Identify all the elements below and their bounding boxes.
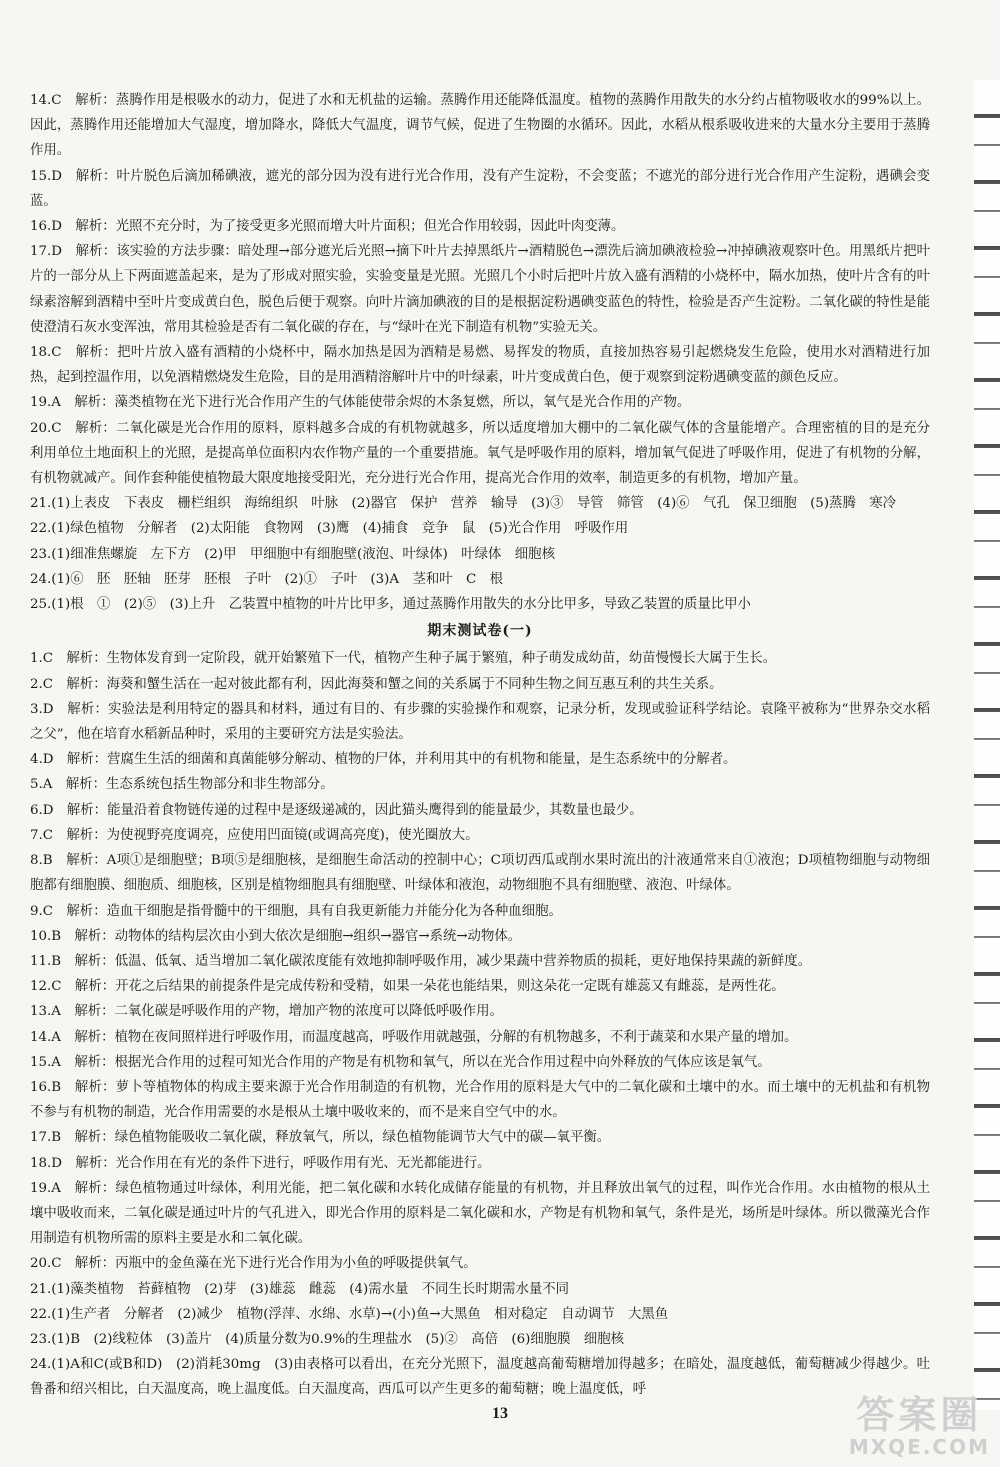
answer-entry: 24.(1)⑥ 胚 胚轴 胚芽 胚根 子叶 (2)① 子叶 (3)A 茎和叶 C 根 (30, 571, 504, 587)
answer-entry: 5.A 解析：生态系统包括生物部分和非生物部分。 (30, 777, 334, 793)
answer-entry: 8.B 解析：A项①是细胞壁；B项⑤是细胞核，是细胞生命活动的控制中心；C项切西瓜或削水果时流出的汁液通常来自①液泡；D项植物细胞与动物细胞都有细胞膜、细胞质、细胞核，区别是植物细胞具有细胞壁、叶绿体和液泡，动物细胞不具有细胞壁、液泡、叶绿体。 (30, 853, 930, 894)
answer-entry: 11.B 解析：低温、低氧、适当增加二氧化碳浓度能有效地抑制呼吸作用，减少果蔬中营养物质的损耗，更好地保持果蔬的新鲜度。 (30, 953, 812, 969)
answer-page (30, 88, 930, 1403)
answer-entry: 25.(1)根 ① (2)⑤ (3)上升 乙装置中植物的叶片比甲多，通过蒸腾作用散失的水分比甲多，导致乙装置的质量比甲小 (30, 597, 751, 613)
answer-entry: 7.C 解析：为使视野亮度调亮，应使用凹面镜(或调高亮度)，使光圈放大。 (30, 827, 479, 843)
answer-entry: 16.B 解析：萝卜等植物体的构成主要来源于光合作用制造的有机物，光合作用的原料是大气中的二氧化碳和土壤中的水。而土壤中的无机盐和有机物不参与有机物的制造，光合作用需要的水是根从土壤中吸收来的，而不是来自空气中的水。 (30, 1079, 930, 1121)
answer-entry: 20.C 解析：二氧化碳是光合作用的原料，原料越多合成的有机物就越多，所以适度增加大棚中的二氧化碳气体的含量能增产。合理密植的目的是充分利用单位土地面积上的光照，是提高单位面积内农作物产量的一个重要措施。氧气是呼吸作用的原料，增加氧气促进了呼吸作用，促进了有机物的分解，有机物就减产。间作套种能使植物最大限度地接受阳光，充分进行光合作用，提高光合作用的效率，制造更多的有机物，增加产量。 (30, 420, 930, 487)
answer-entry: 17.D 解析：该实验的方法步骤：暗处理→部分遮光后光照→摘下叶片去掉黑纸片→酒精脱色→漂洗后滴加碘液检验→冲掉碘液观察叶色。用黑纸片把叶片的一部分从上下两面遮盖起来，是为了形成对照实验，实验变量是光照。光照几个小时后把叶片放入盛有酒精的小烧杯中，隔水加热，使叶片含有的叶绿素溶解到酒精中至叶片变成黄白色，脱色后便于观察。向叶片滴加碘液的目的是根据淀粉遇碘变蓝色的特性，检验是否产生淀粉。二氧化碳的特性是能使澄清石灰水变浑浊，常用其检验是否有二氧化碳的存在，与“绿叶在光下制造有机物”实验无关。 (30, 244, 930, 335)
answer-entry: 6.D 解析：能量沿着食物链传递的过程中是逐级递减的，因此猫头鹰得到的能量最少，其数量也最少。 (30, 802, 643, 818)
answer-entry: 12.C 解析：开花之后结果的前提条件是完成传粉和受精，如果一朵花也能结果，则这朵花一定既有雄蕊又有雌蕊，是两性花。 (30, 979, 785, 995)
answer-entry: 22.(1)绿色植物 分解者 (2)太阳能 食物网 (3)鹰 (4)捕食 竞争 鼠 (5)光合作用 呼吸作用 (30, 521, 629, 537)
answer-entry: 16.D 解析：光照不充分时，为了接受更多光照而增大叶片面积；但光合作用较弱，因此叶肉变薄。 (30, 219, 625, 235)
answer-entry: 9.C 解析：造血干细胞是指骨髓中的干细胞，具有自我更新能力并能分化为各种血细胞。 (30, 903, 562, 919)
answer-entry: 18.D 解析：光合作用在有光的条件下进行，呼吸作用有光、无光都能进行。 (30, 1155, 491, 1171)
answer-entry: 14.C 解析：蒸腾作用是根吸水的动力，促进了水和无机盐的运输。蒸腾作用还能降低温度。植物的蒸腾作用散失的水分约占植物吸收水的99%以上。因此，蒸腾作用还能增加大气湿度，增加降水，降低大气温度，调节气候，促进了生物圈的水循环。因此，水稻从根系吸收进来的大量水分主要用于蒸腾作用。 (30, 93, 930, 159)
answer-entry: 10.B 解析：动物体的结构层次由小到大依次是细胞→组织→器官→系统→动物体。 (30, 928, 522, 944)
answer-entry: 21.(1)上表皮 下表皮 栅栏组织 海绵组织 叶脉 (2)器官 保护 营养 输导 (3)③ 导管 筛管 (4)⑥ 气孔 保卫细胞 (5)蒸腾 寒冷 (30, 496, 897, 512)
answer-entry: 24.(1)A和C(或B和D) (2)消耗30mg (3)由表格可以看出，在充分光照下，温度越高葡萄糖增加得越多；在暗处，温度越低，葡萄糖减少得越少。吐鲁番和绍兴相比，白天温度高，晚上温度低。白天温度高，西瓜可以产生更多的葡萄糖；晚上温度低，呼 (30, 1357, 930, 1398)
answer-entry: 15.D 解析：叶片脱色后滴加稀碘液，遮光的部分因为没有进行光合作用，没有产生淀粉，不会变蓝；不遮光的部分进行光合作用产生淀粉，遇碘会变蓝。 (30, 168, 930, 209)
watermark-logo (849, 1395, 990, 1459)
answer-entry: 17.B 解析：绿色植物能吸收二氧化碳，释放氧气，所以，绿色植物能调节大气中的碳—氧平衡。 (30, 1130, 611, 1146)
answers-part-1 (30, 88, 930, 617)
answer-entry: 18.C 解析：把叶片放入盛有酒精的小烧杯中，隔水加热是因为酒精是易燃、易挥发的物质，直接加热容易引起燃烧发生危险，使用水对酒精进行加热，起到控温作用，以免酒精燃烧发生危险，目的是用酒精溶解叶片中的叶绿素，叶片变成黄白色，便于观察到淀粉遇碘变蓝的颜色反应。 (30, 345, 930, 386)
watermark-top: 答案圈 (856, 1393, 983, 1437)
answer-entry: 14.A 解析：植物在夜间照样进行呼吸作用，而温度越高，呼吸作用就越强，分解的有机物越多，不利于蔬菜和水果产量的增加。 (30, 1029, 798, 1045)
answer-entry: 3.D 解析：实验法是利用特定的器具和材料，通过有目的、有步骤的实验操作和观察，记录分析，发现或验证科学结论。袁隆平被称为“世界杂交水稻之父”，他在培育水稻新品种时，采用的主要研究方法是实验法。 (30, 701, 930, 743)
scanned-page-edge (974, 80, 1000, 1410)
answer-entry: 22.(1)生产者 分解者 (2)减少 植物(浮萍、水绵、水草)→(小)鱼→大黑鱼 相对稳定 自动调节 大黑鱼 (30, 1306, 669, 1322)
page-number: 13 (492, 1405, 508, 1422)
answer-entry: 4.D 解析：营腐生生活的细菌和真菌能够分解动、植物的尸体，并利用其中的有机物和能量，是生态系统中的分解者。 (30, 752, 737, 768)
answer-entry: 15.A 解析：根据光合作用的过程可知光合作用的产物是有机物和氧气，所以在光合作用过程中向外释放的气体应该是氧气。 (30, 1054, 771, 1070)
answer-entry: 2.C 解析：海葵和蟹生活在一起对彼此都有利，因此海葵和蟹之间的关系属于不同种生物之间互惠互利的共生关系。 (30, 676, 723, 692)
watermark-bottom: MXQE.COM (848, 1435, 990, 1459)
answer-entry: 19.A 解析：绿色植物通过叶绿体，利用光能，把二氧化碳和水转化成储存能量的有机物，并且释放出氧气的过程，叫作光合作用。水由植物的根从土壤中吸收而来，二氧化碳是通过叶片的气孔进入，即光合作用的原料是二氧化碳和水，产物是有机物和氧气，条件是光，场所是叶绿体。所以微藻光合作用制造有机物所需的原料主要是水和二氧化碳。 (30, 1180, 930, 1247)
answer-entry: 21.(1)藻类植物 苔藓植物 (2)芽 (3)雄蕊 雌蕊 (4)需水量 不同生长时期需水量不同 (30, 1281, 570, 1297)
answer-entry: 20.C 解析：丙瓶中的金鱼藻在光下进行光合作用为小鱼的呼吸提供氧气。 (30, 1256, 477, 1272)
section-title: 期末测试卷(一) (427, 623, 533, 640)
answer-entry: 19.A 解析：藻类植物在光下进行光合作用产生的气体能使带余烬的木条复燃，所以，氧气是光合作用的产物。 (30, 395, 691, 411)
answer-entry: 23.(1)细准焦螺旋 左下方 (2)甲 甲细胞中有细胞壁(液泡、叶绿体) 叶绿体 细胞核 (30, 546, 555, 562)
answers-part-2 (30, 646, 930, 1402)
answer-entry: 13.A 解析：二氧化碳是呼吸作用的产物，增加产物的浓度可以降低呼吸作用。 (30, 1004, 503, 1020)
answer-entry: 23.(1)B (2)线粒体 (3)盖片 (4)质量分数为0.9%的生理盐水 (5)② 高倍 (6)细胞膜 细胞核 (30, 1331, 625, 1347)
answer-entry: 1.C 解析：生物体发育到一定阶段，就开始繁殖下一代，植物产生种子属于繁殖，种子萌发成幼苗，幼苗慢慢长大属于生长。 (30, 651, 777, 667)
